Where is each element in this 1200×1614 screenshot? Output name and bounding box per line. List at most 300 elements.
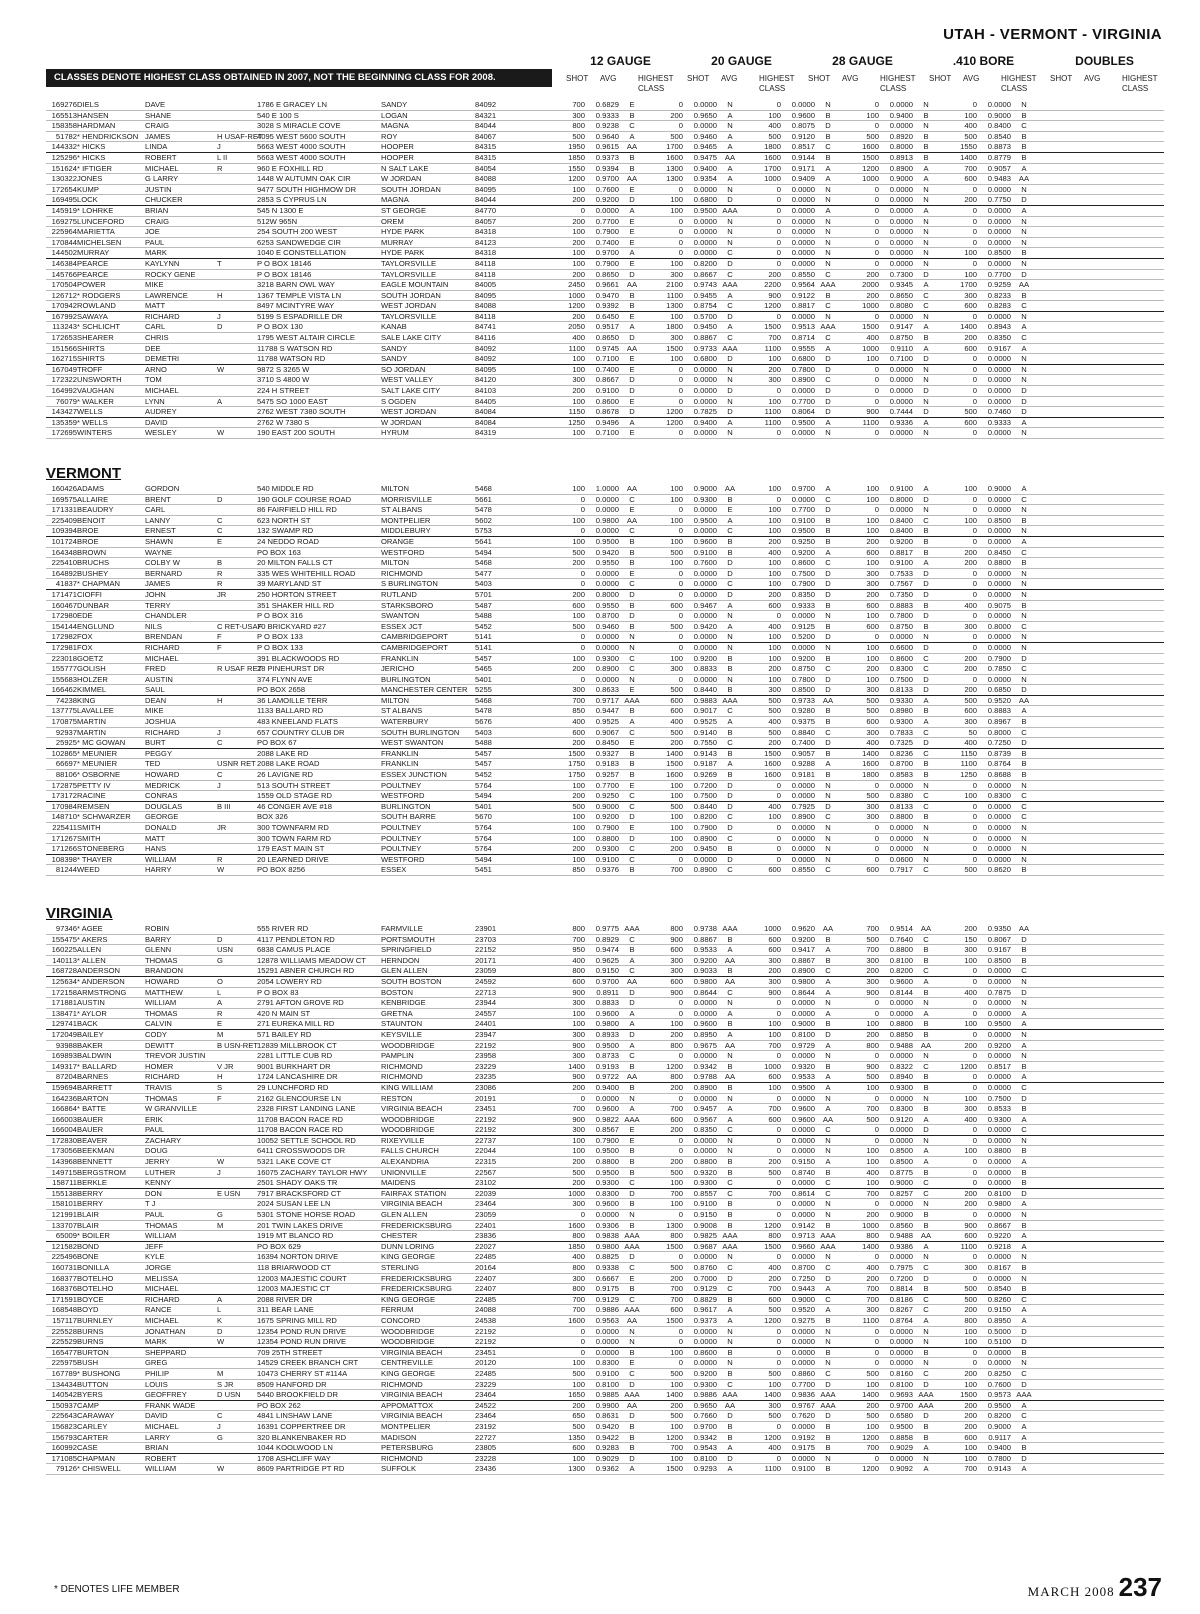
shot-count: 600	[670, 945, 683, 955]
shot-count: 0	[776, 1199, 781, 1209]
zip: 23947	[475, 1029, 497, 1039]
highest-class: B	[1021, 558, 1027, 568]
average: 0.9300	[595, 1178, 619, 1188]
suffix-class	[217, 344, 257, 354]
average: 0.8883	[889, 600, 913, 610]
highest-class: B	[727, 1220, 733, 1230]
shot-count: 400	[572, 1252, 585, 1262]
member-row	[46, 1146, 1164, 1157]
highest-class: D	[629, 375, 635, 385]
shot-count: 0	[874, 364, 879, 374]
highest-class: E	[629, 1125, 635, 1135]
average: 0.8322	[889, 1061, 913, 1071]
shot-count: 200	[964, 547, 977, 557]
highest-class: A	[727, 1114, 733, 1124]
last-name: * ANDERSON	[77, 976, 125, 986]
average: 0.7500	[693, 791, 717, 801]
average: 0.0000	[987, 1072, 1011, 1082]
shot-count: 1400	[862, 1390, 879, 1400]
average: 0.8260	[987, 1294, 1011, 1304]
average: 0.0000	[791, 1125, 815, 1135]
member-row	[46, 643, 1164, 654]
highest-class: D	[923, 674, 929, 684]
average: 0.7500	[987, 1093, 1011, 1103]
zip: 5764	[475, 780, 492, 790]
average: 0.0000	[987, 396, 1011, 406]
average: 0.9057	[791, 748, 815, 758]
average: 0.9122	[791, 290, 815, 300]
highest-class: N	[923, 258, 929, 268]
highest-class: N	[1021, 1210, 1027, 1220]
average: 0.9467	[693, 600, 717, 610]
member-row	[46, 428, 1164, 439]
average: 0.7460	[987, 407, 1011, 417]
shot-count: 200	[768, 664, 781, 674]
average: 0.8800	[595, 1157, 619, 1167]
average: 0.9550	[595, 558, 619, 568]
address: 540 E 100 S	[257, 110, 299, 120]
average: 0.9376	[595, 865, 619, 875]
shot-count: 100	[768, 558, 781, 568]
average: 0.8300	[889, 664, 913, 674]
shot-count: 100	[964, 1453, 977, 1463]
highest-class: N	[1021, 1135, 1027, 1145]
highest-class: C	[629, 653, 635, 663]
average: 0.0000	[987, 998, 1011, 1008]
average: 0.9147	[889, 322, 913, 332]
highest-class: N	[923, 854, 929, 864]
suffix-class: O	[217, 976, 223, 986]
shot-count: 500	[572, 1167, 585, 1177]
shot-count: 200	[670, 1400, 683, 1410]
member-id: 225528	[51, 1326, 77, 1336]
highest-class: A	[923, 717, 929, 727]
shot-count: 200	[964, 333, 977, 343]
shot-count: 200	[768, 589, 781, 599]
average: 0.9514	[889, 924, 913, 933]
suffix-class: J	[217, 1421, 221, 1431]
average: 0.0000	[595, 568, 619, 578]
highest-class: N	[629, 674, 635, 684]
suffix-class: H	[217, 695, 223, 705]
member-id: 165477	[51, 1347, 77, 1357]
average: 0.9600	[791, 1104, 815, 1114]
highest-class: B	[727, 1157, 733, 1167]
highest-class: C	[825, 1125, 831, 1135]
highest-class: D	[727, 780, 733, 790]
average: 0.8800	[595, 833, 619, 843]
highest-class: D	[629, 812, 635, 822]
shot-count: 100	[572, 515, 585, 525]
city: ALEXANDRIA	[381, 1157, 430, 1167]
member-row	[46, 238, 1164, 249]
member-id: 160992	[51, 1443, 77, 1453]
first-name: WESLEY	[145, 428, 177, 438]
highest-class: D	[1021, 1188, 1027, 1198]
highest-class: N	[923, 1358, 929, 1368]
average: 0.0000	[595, 205, 619, 215]
member-id: 155777	[51, 664, 77, 674]
highest-class: A	[1021, 1400, 1027, 1410]
last-name: REMSEN	[77, 801, 110, 811]
average: 0.8775	[889, 1167, 913, 1177]
suffix-class	[217, 685, 257, 695]
highest-class: N	[727, 428, 733, 438]
highest-class: B	[629, 1157, 635, 1167]
zip: 22027	[475, 1241, 497, 1251]
highest-class: N	[825, 823, 831, 832]
member-id: 225975	[51, 1358, 77, 1368]
highest-class: AAA	[624, 1114, 640, 1124]
average: 0.9600	[791, 110, 815, 120]
zip: 5468	[475, 484, 492, 493]
average: 0.0000	[889, 1199, 913, 1209]
member-id: 172653	[51, 333, 77, 343]
average: 0.8500	[987, 955, 1011, 965]
average: 0.0000	[889, 1453, 913, 1463]
average: 0.0000	[791, 248, 815, 258]
highest-class: N	[1021, 364, 1027, 374]
zip: 5701	[475, 589, 492, 599]
highest-class: N	[1021, 354, 1027, 364]
average: 0.5100	[987, 1337, 1011, 1347]
highest-class: N	[1021, 526, 1027, 536]
shot-count: 200	[670, 1157, 683, 1167]
highest-class: B	[825, 1464, 831, 1474]
suffix-class	[217, 484, 257, 494]
shot-count: 300	[670, 269, 683, 279]
shot-count: 400	[768, 801, 781, 811]
shot-count: 0	[776, 205, 781, 215]
average: 0.7900	[987, 653, 1011, 663]
average: 0.0000	[791, 227, 815, 237]
shot-count: 1400	[764, 1390, 781, 1400]
highest-class: B	[825, 1347, 831, 1357]
average: 0.9500	[595, 1167, 619, 1177]
shot-count: 850	[572, 865, 585, 875]
shot-count: 300	[768, 976, 781, 986]
address: 39 MARYLAND ST	[257, 579, 322, 589]
shot-count: 200	[964, 1421, 977, 1431]
first-name: G LARRY	[145, 174, 179, 184]
shot-count: 500	[866, 791, 879, 801]
member-id: 130322	[51, 174, 77, 184]
shot-count: 1300	[666, 1220, 683, 1230]
average: 0.7600	[987, 1379, 1011, 1389]
average: 0.9129	[693, 1284, 717, 1294]
first-name: ROBERT	[145, 1453, 177, 1463]
average: 0.8540	[987, 1284, 1011, 1294]
last-name: BLAIR	[77, 1210, 99, 1220]
zip: 24557	[475, 1008, 497, 1018]
highest-class: AAA	[624, 924, 640, 933]
shot-count: 0	[580, 1326, 585, 1336]
average: 0.8700	[889, 759, 913, 769]
highest-class: A	[727, 515, 733, 525]
zip: 84067	[475, 131, 497, 141]
shot-count: 500	[670, 547, 683, 557]
city: FARMVILLE	[381, 924, 423, 933]
zip: 23451	[475, 1104, 497, 1114]
member-id: 25925	[55, 738, 77, 748]
highest-class: D	[923, 407, 929, 417]
shot-count: 650	[572, 1411, 585, 1421]
shot-count: 200	[964, 1400, 977, 1410]
member-id: 172654	[51, 184, 77, 194]
shot-count: 200	[670, 110, 683, 120]
shot-count: 0	[874, 1326, 879, 1336]
average: 0.8000	[987, 727, 1011, 737]
shot-count: 400	[572, 333, 585, 343]
suffix-class: E USN	[217, 1188, 241, 1198]
average: 0.9447	[595, 706, 619, 716]
average: 0.9100	[791, 515, 815, 525]
zip: 84405	[475, 396, 497, 406]
average: 0.7660	[693, 1411, 717, 1421]
highest-class: N	[923, 1326, 929, 1336]
highest-class: D	[825, 1411, 831, 1421]
address: 1367 TEMPLE VISTA LN	[257, 290, 342, 300]
average: 0.7400	[595, 237, 619, 247]
highest-class: B	[1021, 717, 1027, 727]
average: 0.9500	[595, 1146, 619, 1156]
suffix-class: L	[217, 987, 222, 997]
average: 0.9488	[889, 1040, 913, 1050]
member-id: 155475	[51, 934, 77, 944]
average: 0.0000	[889, 364, 913, 374]
shot-count: 0	[972, 311, 977, 321]
average: 0.8350	[987, 333, 1011, 343]
average: 0.9293	[693, 1464, 717, 1474]
average: 0.0000	[791, 1210, 815, 1220]
city: N SALT LAKE	[381, 163, 429, 173]
first-name: MICHAEL	[145, 1421, 179, 1431]
average: 0.0000	[889, 100, 913, 109]
suffix-class	[217, 1125, 257, 1135]
average: 0.9729	[791, 1040, 815, 1050]
last-name: DUNBAR	[77, 600, 110, 610]
highest-class: D	[629, 195, 635, 205]
first-name: KYLE	[145, 1252, 165, 1262]
shot-count: 200	[866, 1273, 879, 1283]
shot-count: 200	[670, 1029, 683, 1039]
member-id: 171881	[51, 998, 77, 1008]
suffix-class: H	[217, 290, 223, 300]
shot-count: 300	[866, 685, 879, 695]
shot-count: 0	[678, 1093, 683, 1103]
shot-count: 1200	[666, 1061, 683, 1071]
life-member-note: * DENOTES LIFE MEMBER	[54, 1584, 180, 1595]
highest-class: B	[1021, 142, 1027, 152]
member-row	[46, 1274, 1164, 1285]
highest-class: C	[727, 833, 733, 843]
highest-class: AAA	[624, 1390, 640, 1400]
address: 190 EAST 200 SOUTH	[257, 428, 335, 438]
highest-class: N	[825, 833, 831, 843]
highest-class: AA	[724, 484, 736, 493]
shot-count: 0	[972, 375, 977, 385]
suffix-class: H	[217, 1072, 223, 1082]
city: POULTNEY	[381, 844, 422, 854]
highest-class: D	[1021, 396, 1027, 406]
shot-count: 0	[972, 674, 977, 684]
highest-class: C	[923, 966, 929, 976]
suffix-class: C	[217, 526, 223, 536]
shot-count: 100	[670, 1421, 683, 1431]
member-row	[46, 622, 1164, 633]
shot-count: 1400	[862, 748, 879, 758]
shot-count: 600	[670, 706, 683, 716]
city: PAMPLIN	[381, 1051, 414, 1061]
suffix-class: W	[217, 865, 225, 875]
suffix-class: W	[217, 428, 225, 438]
highest-class: C	[727, 706, 733, 716]
shot-count: 100	[572, 227, 585, 237]
highest-class: D	[825, 632, 831, 642]
highest-class: N	[727, 1146, 733, 1156]
shot-count: 1600	[764, 759, 781, 769]
address: 7917 BRACKSFORD CT	[257, 1188, 341, 1198]
average: 0.8929	[595, 934, 619, 944]
city: SALE LAKE CITY	[381, 333, 442, 343]
shot-count: 600	[572, 600, 585, 610]
average: 0.9100	[889, 558, 913, 568]
average: 0.7875	[987, 987, 1011, 997]
highest-class: N	[1021, 823, 1027, 832]
member-row	[46, 945, 1164, 956]
average: 0.0000	[889, 1093, 913, 1103]
shot-count: 0	[776, 1093, 781, 1103]
shot-count: 0	[776, 611, 781, 621]
shot-count: 1200	[862, 1432, 879, 1442]
shot-count: 600	[768, 1114, 781, 1124]
highest-class: B	[629, 1443, 635, 1453]
zip: 84318	[475, 227, 497, 237]
suffix-class	[217, 1178, 257, 1188]
last-name: FOX	[77, 642, 93, 652]
shot-count: 0	[678, 100, 683, 109]
gauge-title: 20 GAUGE	[711, 54, 772, 68]
highest-class: B	[629, 770, 635, 780]
average: 0.9200	[987, 1040, 1011, 1050]
shot-count: 1750	[568, 770, 585, 780]
last-name: * MEUNIER	[77, 759, 118, 769]
shot-count: 1000	[764, 174, 781, 184]
member-row	[46, 664, 1164, 675]
average: 0.9300	[693, 494, 717, 504]
highest-class: N	[1021, 375, 1027, 385]
shot-count: 400	[572, 955, 585, 965]
shot-count: 1100	[764, 343, 781, 353]
highest-class: C	[727, 812, 733, 822]
zip: 84057	[475, 216, 497, 226]
city: WEST JORDAN	[381, 301, 437, 311]
average: 0.0000	[693, 854, 717, 864]
first-name: SHANE	[145, 110, 172, 120]
suffix-class: C	[217, 770, 223, 780]
member-row	[46, 1178, 1164, 1189]
shot-count: 500	[964, 407, 977, 417]
shot-count: 0	[972, 354, 977, 364]
average: 0.8100	[987, 1188, 1011, 1198]
average: 0.8000	[889, 142, 913, 152]
suffix-class: C	[217, 515, 223, 525]
average: 0.8500	[987, 515, 1011, 525]
average: 0.9455	[693, 290, 717, 300]
suffix-class	[217, 206, 257, 216]
average: 0.9000	[987, 1421, 1011, 1431]
shot-count: 1500	[666, 1315, 683, 1325]
average: 0.9129	[595, 1294, 619, 1304]
average: 0.9555	[791, 343, 815, 353]
highest-class: N	[825, 611, 831, 621]
zip: 84092	[475, 343, 497, 353]
average: 0.0000	[987, 823, 1011, 832]
address: 11788 WATSON RD	[257, 354, 326, 364]
last-name: JONES	[77, 174, 103, 184]
shot-count: 0	[678, 216, 683, 226]
member-row	[46, 386, 1164, 397]
shot-count: 300	[964, 717, 977, 727]
member-id: 87204	[55, 1072, 77, 1082]
average: 0.0000	[693, 227, 717, 237]
member-row	[46, 1464, 1164, 1475]
highest-class: AA	[1018, 924, 1030, 933]
shot-count: 1200	[666, 407, 683, 417]
shot-count: 0	[776, 1178, 781, 1188]
zip: 22192	[475, 1125, 497, 1135]
member-id: 65009	[55, 1231, 77, 1241]
highest-class: A	[923, 174, 929, 184]
shot-count: 0	[972, 1273, 977, 1283]
shot-count: 100	[572, 780, 585, 790]
address: 86 FAIRFIELD HILL RD	[257, 505, 337, 515]
highest-class: N	[825, 1093, 831, 1103]
average: 0.9400	[595, 1082, 619, 1092]
average: 0.9000	[889, 1210, 913, 1220]
city: RICHMOND	[381, 1453, 423, 1463]
city: JERICHO	[381, 664, 415, 674]
last-name: ENGLUND	[77, 621, 115, 631]
first-name: HANS	[145, 844, 167, 854]
shot-count: 100	[670, 311, 683, 321]
shot-count: 1850	[568, 152, 585, 162]
last-name: ARMSTRONG	[77, 987, 127, 997]
shot-count: 0	[874, 227, 879, 237]
highest-class: A	[1021, 1019, 1027, 1029]
city: HYDE PARK	[381, 248, 425, 258]
last-name: * SCHLICHT	[77, 322, 121, 332]
first-name: CARL	[145, 322, 166, 332]
address: 2281 LITTLE CUB RD	[257, 1051, 333, 1061]
highest-class: C	[727, 738, 733, 748]
address: 2024 SUSAN LEE LN	[257, 1199, 331, 1209]
first-name: CRAIG	[145, 121, 170, 131]
average: 0.8740	[791, 1167, 815, 1177]
highest-class: N	[825, 258, 831, 268]
average: 0.8858	[889, 1432, 913, 1442]
zip: 22737	[475, 1135, 497, 1145]
city: POULTNEY	[381, 780, 422, 790]
address: PO BOX 67	[257, 738, 297, 748]
shot-count: 100	[866, 1421, 879, 1431]
address: 11708 BACON RACE RD	[257, 1114, 343, 1124]
shot-count: 0	[678, 642, 683, 652]
shot-count: 0	[776, 1146, 781, 1156]
average: 0.7200	[889, 1273, 913, 1283]
average: 0.9238	[595, 121, 619, 131]
average: 0.8300	[889, 1104, 913, 1114]
